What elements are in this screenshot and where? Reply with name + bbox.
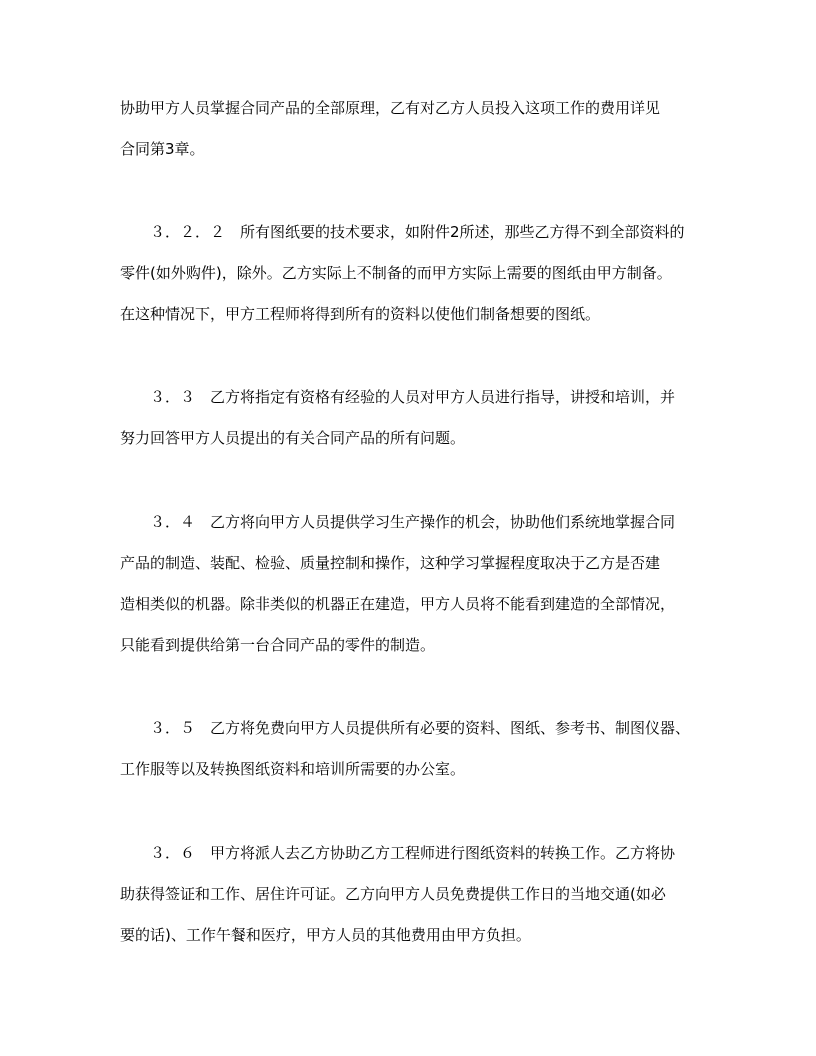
text-line: 协助甲方人员掌握合同产品的全部原理，乙有对乙方人员投入这项工作的费用详见 [120,99,661,117]
clause-3-3-heading-line: ３．３ 乙方将指定有资格有经验的人员对甲方人员进行指导，讲授和培训，并 [150,388,676,406]
text-line: 努力回答甲方人员提出的有关合同产品的所有问题。 [120,429,466,447]
clause-3-5-heading-line: ３．５ 乙方将免费向甲方人员提供所有必要的资料、图纸、参考书、制图仪器、 [150,719,691,737]
text-line: 只能看到提供给第一台合同产品的零件的制造。 [120,636,436,654]
text-line: 产品的制造、装配、检验、质量控制和操作，这种学习掌握程度取决于乙方是否建 [120,554,661,572]
text-line: 要的话)、工作午餐和医疗，甲方人员的其他费用由甲方负担。 [120,926,531,944]
text-line: 零件(如外购件)，除外。乙方实际上不制备的而甲方实际上需要的图纸由甲方制备。 [120,264,672,282]
clause-3-2-2-heading-line: ３．２．２ 所有图纸要的技术要求，如附件2所述，那些乙方得不到全部资料的 [150,223,685,241]
text-line: 工作服等以及转换图纸资料和培训所需要的办公室。 [120,760,466,778]
text-line: 造相类似的机器。除非类似的机器正在建造，甲方人员将不能看到建造的全部情况， [120,595,676,613]
text-line: 合同第3章。 [120,140,205,158]
clause-3-6-heading-line: ３．６ 甲方将派人去乙方协助乙方工程师进行图纸资料的转换工作。乙方将协 [150,844,676,862]
text-line: 在这种情况下，甲方工程师将得到所有的资料以使他们制备想要的图纸。 [120,305,601,323]
text-line: 助获得签证和工作、居住许可证。乙方向甲方人员免费提供工作日的当地交通(如必 [120,885,666,903]
clause-3-4-heading-line: ３．４ 乙方将向甲方人员提供学习生产操作的机会，协助他们系统地掌握合同 [150,513,676,531]
